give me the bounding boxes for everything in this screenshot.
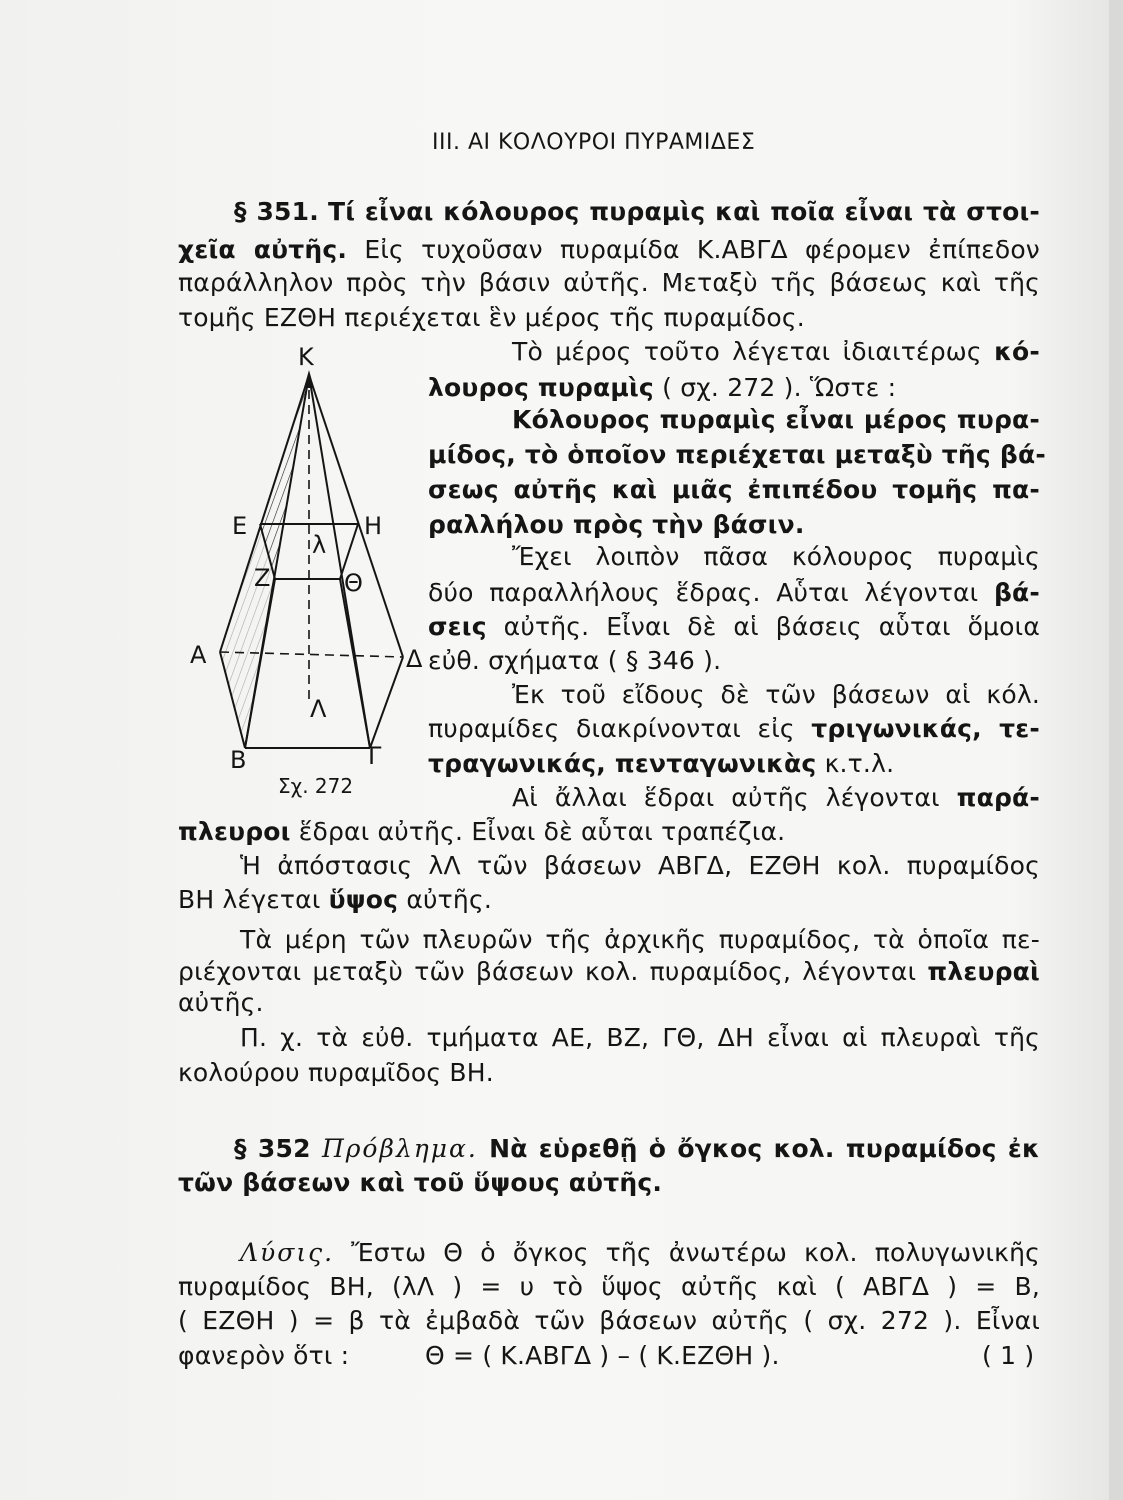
text-line-f8: κολούρου πυραμῖδος ΒΗ. — [178, 1058, 494, 1087]
page-edge — [1109, 0, 1123, 1500]
p351-line-3: παράλληλον πρὸς τὴν βάσιν αὐτῆς. Μεταξὺ τῆς βάσεως καὶ τῆς — [178, 268, 1040, 297]
text-line-r2: δύο παραλλήλους ἕδρας. Αὗται λέγονται βά- — [428, 578, 1040, 607]
text-line-r7: τραγωνικάς, πενταγωνικὰς κ.τ.λ. — [428, 749, 895, 778]
label-A: Α — [190, 641, 207, 669]
section-number: § 352 — [234, 1134, 322, 1163]
label-Theta: Θ — [344, 569, 363, 597]
label-Gamma: Γ — [368, 742, 382, 770]
equation-number: ( 1 ) — [982, 1341, 1035, 1370]
label-Z: Ζ — [254, 564, 271, 592]
definition-line-2: μίδος, τὸ ὁποῖον περιέχεται μεταξὺ τῆς βά- — [428, 440, 1046, 469]
figure-272-truncated-pyramid — [160, 340, 430, 810]
solution-line-2: πυραμίδος ΒΗ, (λΛ ) = υ τὸ ὕψος αὐτῆς καὶ ( ΑΒΓΔ ) = Β, — [178, 1272, 1040, 1301]
volume-equation: Θ = ( Κ.ΑΒΓΔ ) – ( Κ.ΕΖΘΗ ). — [425, 1341, 780, 1370]
text-line-r8: Αἱ ἄλλαι ἕδραι αὐτῆς λέγονται παρά- — [512, 783, 1040, 812]
p352-title-line-1 — [178, 1134, 1040, 1164]
solution-line-3: ( ΕΖΘΗ ) = β τὰ ἐμβαδὰ τῶν βάσεων αὐτῆς ( σχ. 272 ). Εἶναι — [178, 1306, 1040, 1335]
text-line-r1: Ἔχει λοιπὸν πᾶσα κόλουρος πυραμὶς — [512, 542, 1040, 571]
p352-title-line-2: τῶν βάσεων καὶ τοῦ ὕψους αὐτῆς. — [178, 1168, 663, 1197]
solution-label: Λύσις. — [240, 1238, 335, 1267]
section-title-cont: χεῖα αὐτῆς. — [178, 235, 348, 264]
p351-line-1 — [178, 197, 1040, 227]
definition-line-3: σεως αὐτῆς καὶ μιᾶς ἐπιπέδου τομῆς πα- — [428, 475, 1040, 504]
p351-line-2: χεῖα αὐτῆς. Εἰς τυχοῦσαν πυραμίδα Κ.ΑΒΓΔ φέρομεν ἐπίπεδον — [178, 235, 1040, 264]
label-H: Η — [364, 512, 383, 540]
text-line-f6: αὐτῆς. — [178, 988, 264, 1017]
label-K: Κ — [298, 343, 314, 371]
text-line-f7: Π. χ. τὰ εὐθ. τμήματα ΑΕ, ΒΖ, ΓΘ, ΔΗ εἶναι αἱ πλευραὶ τῆς — [240, 1023, 1040, 1052]
section-heading: III. ΑΙ ΚΟΛΟΥΡΟΙ ΠΥΡΑΜΙΔΕΣ — [432, 130, 756, 155]
section-title: Νὰ εὑρεθῇ ὁ ὄγκος κολ. πυραμίδος ἐκ — [477, 1134, 1040, 1163]
label-E: Ε — [232, 512, 248, 540]
definition-line-1: Κόλουρος πυραμὶς εἶναι μέρος πυρα- — [512, 405, 1040, 434]
label-B: Β — [230, 746, 247, 774]
text-line-f3: ΒΗ λέγεται ὕψος αὐτῆς. — [178, 885, 492, 914]
figure-caption: Σχ. 272 — [278, 774, 354, 798]
solution-line-1: Λύσις. Ἔστω Θ ὁ ὄγκος τῆς ἀνωτέρω κολ. πολυγωνικῆς — [240, 1238, 1040, 1267]
section-title: Τί εἶναι κόλουρος πυραμὶς καὶ ποῖα εἶναι τὰ στοι- — [327, 197, 1040, 226]
shaded-face-lower — [220, 524, 275, 748]
text-line-f2: Ἡ ἀπόστασις λΛ τῶν βάσεων ΑΒΓΔ, ΕΖΘΗ κολ. πυραμίδος — [240, 851, 1040, 880]
p351-line-5: Τὸ μέρος τοῦτο λέγεται ἰδιαιτέρως κό- — [512, 337, 1040, 366]
text-line-f5: ριέχονται μεταξὺ τῶν βάσεων κολ. πυραμίδος, λέγονται πλευραὶ — [178, 957, 1040, 986]
edge-KD — [309, 375, 403, 657]
apex-marker — [304, 370, 314, 388]
term-truncated-pyramid: λουρος πυραμὶς — [428, 373, 654, 402]
definition-line-4: ραλλήλου πρὸς τὴν βάσιν. — [428, 510, 805, 539]
label-lambda: λ — [312, 531, 327, 559]
label-Lambda: Λ — [310, 695, 327, 723]
text-line-r5: Ἐκ τοῦ εἴδους δὲ τῶν βάσεων αἱ κόλ. — [512, 680, 1040, 709]
solution-line-4-label: φανερὸν ὅτι : — [178, 1341, 350, 1370]
p351-line-4: τομῆς ΕΖΘΗ περιέχεται ἓν μέρος τῆς πυραμίδος. — [178, 303, 805, 332]
text-line-f1: πλευροι ἕδραι αὐτῆς. Εἶναι δὲ αὗται τραπέζια. — [178, 817, 786, 846]
label-Delta: Δ — [406, 645, 423, 673]
text-line-f4: Τὰ μέρη τῶν πλευρῶν τῆς ἀρχικῆς πυραμίδος, τὰ ὁποῖα πε- — [240, 925, 1040, 954]
text-line-r3: σεις αὐτῆς. Εἶναι δὲ αἱ βάσεις αὗται ὅμοια — [428, 612, 1040, 641]
text-line-r4: εὐθ. σχήματα ( § 346 ). — [428, 646, 722, 675]
p351-line-6: λουρος πυραμὶς ( σχ. 272 ). Ὥστε : — [428, 373, 897, 402]
problem-label: Πρόβλημα. — [321, 1134, 478, 1163]
text-line-r6: πυραμίδες διακρίνονται εἰς τριγωνικάς, τε- — [428, 714, 1040, 743]
section-number: § 351. — [234, 197, 319, 226]
